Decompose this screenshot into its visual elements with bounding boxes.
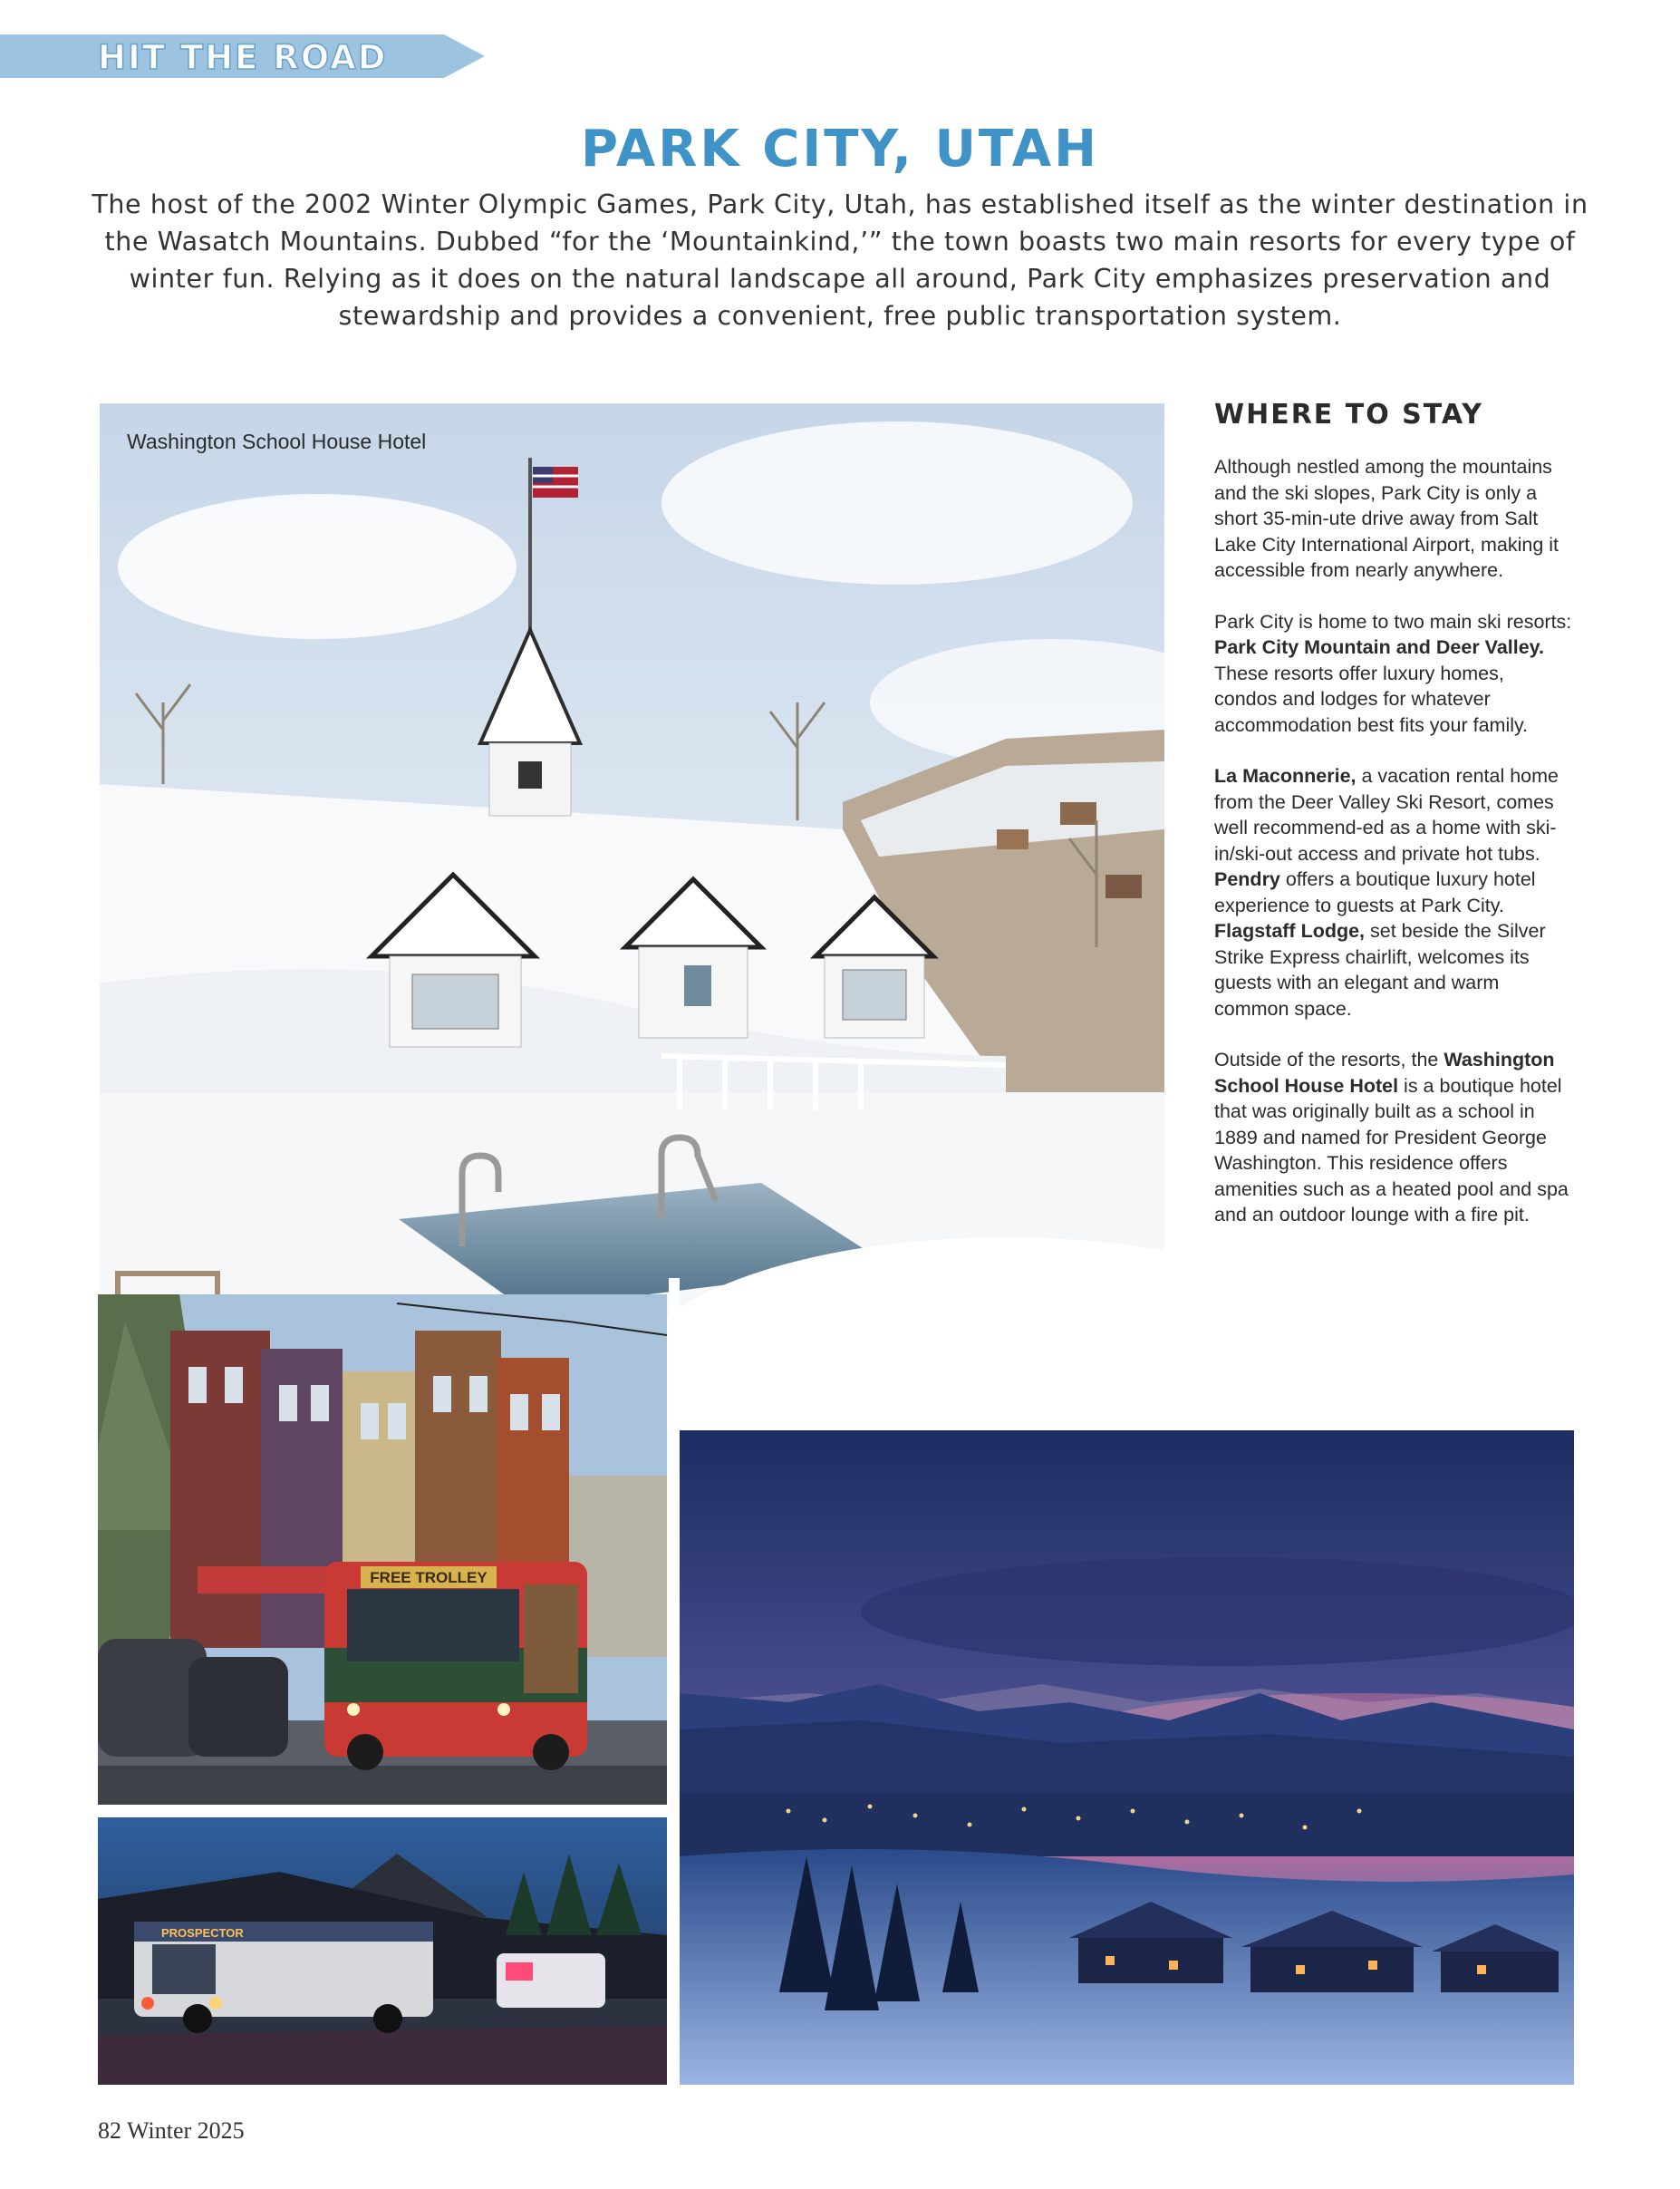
trolley-photo xyxy=(98,1294,667,1805)
issue-label: Winter 2025 xyxy=(127,2117,245,2144)
sidebar-paragraph-4: Outside of the resorts, the Washington School House Hotel is a boutique hotel that was originally built as a school in 1889 and named for President George Washington. This residence offers amenities such as a heated pool and spa and an outdoor lounge with a fire pit. xyxy=(1214,1049,1569,1225)
mountain-sunset-photo xyxy=(680,1430,1574,2085)
hotel-photo-caption: Washington School House Hotel xyxy=(127,430,427,453)
sidebar-heading: WHERE TO STAY xyxy=(1214,399,1483,431)
sidebar-paragraph-3: La Maconnerie, a vacation rental home from the Deer Valley Ski Resort, comes well recommend-ed as a home with ski-in/ski-out access and private hot tubs. Pendry offers a boutique luxury hotel experience to guests at Park City. Flagstaff Lodge, set beside the Silver Strike Express chairlift, welcomes its guests with an elegant and warm common space. xyxy=(1214,765,1559,1020)
sidebar-paragraph-2: Park City is home to two main ski resorts: Park City Mountain and Deer Valley. These resorts offer luxury homes, condos and lodges for whatever accommodation best fits your family. xyxy=(1214,610,1572,736)
page-number: 82 xyxy=(98,2117,121,2144)
page-title: PARK CITY, UTAH xyxy=(581,120,1099,179)
bus-photo xyxy=(98,1817,667,2085)
intro-paragraph: The host of the 2002 Winter Olympic Games, Park City, Utah, has established itself as the winter destination in the Wasatch Mountains. Dubbed “for the ‘Mountainkind,’” the town boasts two main resorts for every type of winter fun. Relying as it does on the natural landscape all around, Park City emphasizes preservation and stewardship and provides a convenient, free public transportation system. xyxy=(92,189,1588,331)
inset-border xyxy=(669,1278,680,1428)
section-banner xyxy=(0,34,485,78)
bus-sign-text: PROSPECTOR xyxy=(161,1926,244,1940)
sidebar-paragraph-1: Although nestled among the mountains and the ski slopes, Park City is only a short 35-min-ute drive away from Salt Lake City International Airport, making it accessible from nearly anywhere. xyxy=(1214,456,1559,581)
section-label: HIT THE ROAD xyxy=(98,38,388,77)
hotel-photo xyxy=(100,403,1164,1419)
page-folio xyxy=(98,2117,250,2145)
where-to-stay-sidebar xyxy=(1214,399,1572,1254)
trolley-sign-text: FREE TROLLEY xyxy=(370,1569,488,1586)
